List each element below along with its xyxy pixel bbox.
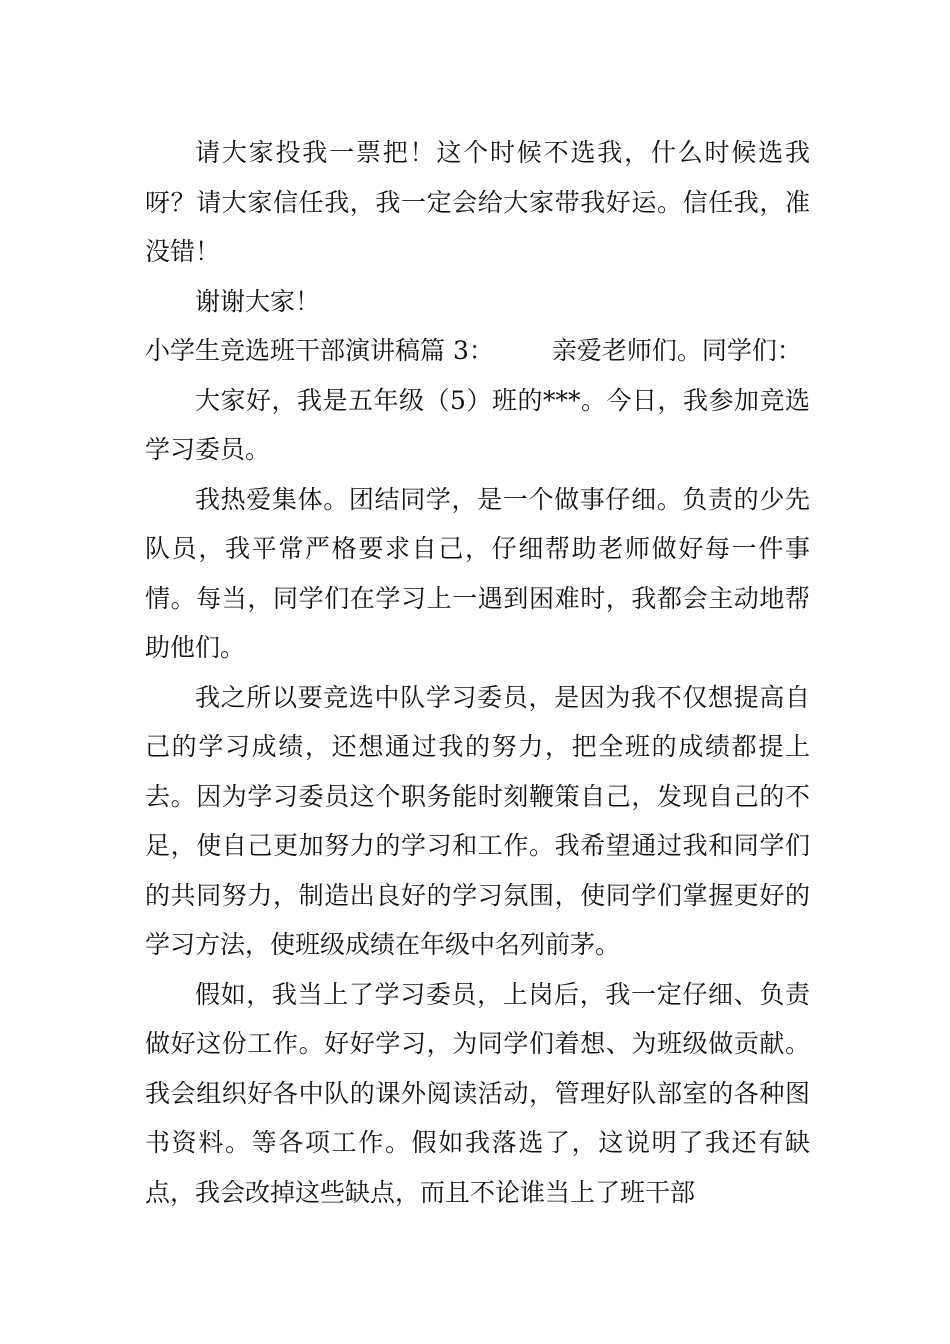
salutation: 亲爱老师们。同学们： — [551, 336, 802, 365]
paragraph-self-description: 我热爱集体。团结同学，是一个做事仔细。负责的少先队员，我平常严格要求自己，仔细帮助老师做好每一件事情。每当，同学们在学习上一遇到困难时，我都会主动地帮助他们。 — [145, 484, 810, 662]
section-heading: 小学生竞选班干部演讲稿篇 3： — [145, 336, 494, 365]
paragraph-vote-request: 请大家投我一票把！这个时候不选我，什么时候选我呀？请大家信任我，我一定会给大家带我好运。信任我，准没错！ — [145, 138, 810, 266]
paragraph-plan: 假如，我当上了学习委员，上岗后，我一定仔细、负责做好这份工作。好好学习，为同学们着想、为班级做贡献。我会组织好各中队的课外阅读活动，管理好队部室的各种图书资料。等各项工作。假如我落选了，这说明了我还有缺点，我会改掉这些缺点，而且不论谁当上了班干部 — [145, 979, 810, 1207]
paragraph-motivation: 我之所以要竞选中队学习委员，是因为我不仅想提高自己的学习成绩，还想通过我的努力，把全班的成绩都提上去。因为学习委员这个职务能时刻鞭策自己，发现自己的不足，使自己更加努力的学习和工作。我希望通过我和同学们的共同努力，制造出良好的学习氛围，使同学们掌握更好的学习方法，使班级成绩在年级中名列前茅。 — [145, 682, 810, 959]
document-body — [145, 128, 810, 1217]
paragraph-greeting: 大家好，我是五年级（5）班的***。今日，我参加竞选学习委员。 — [145, 385, 810, 464]
section-heading-line — [145, 326, 810, 376]
paragraph-thanks: 谢谢大家！ — [195, 286, 321, 316]
